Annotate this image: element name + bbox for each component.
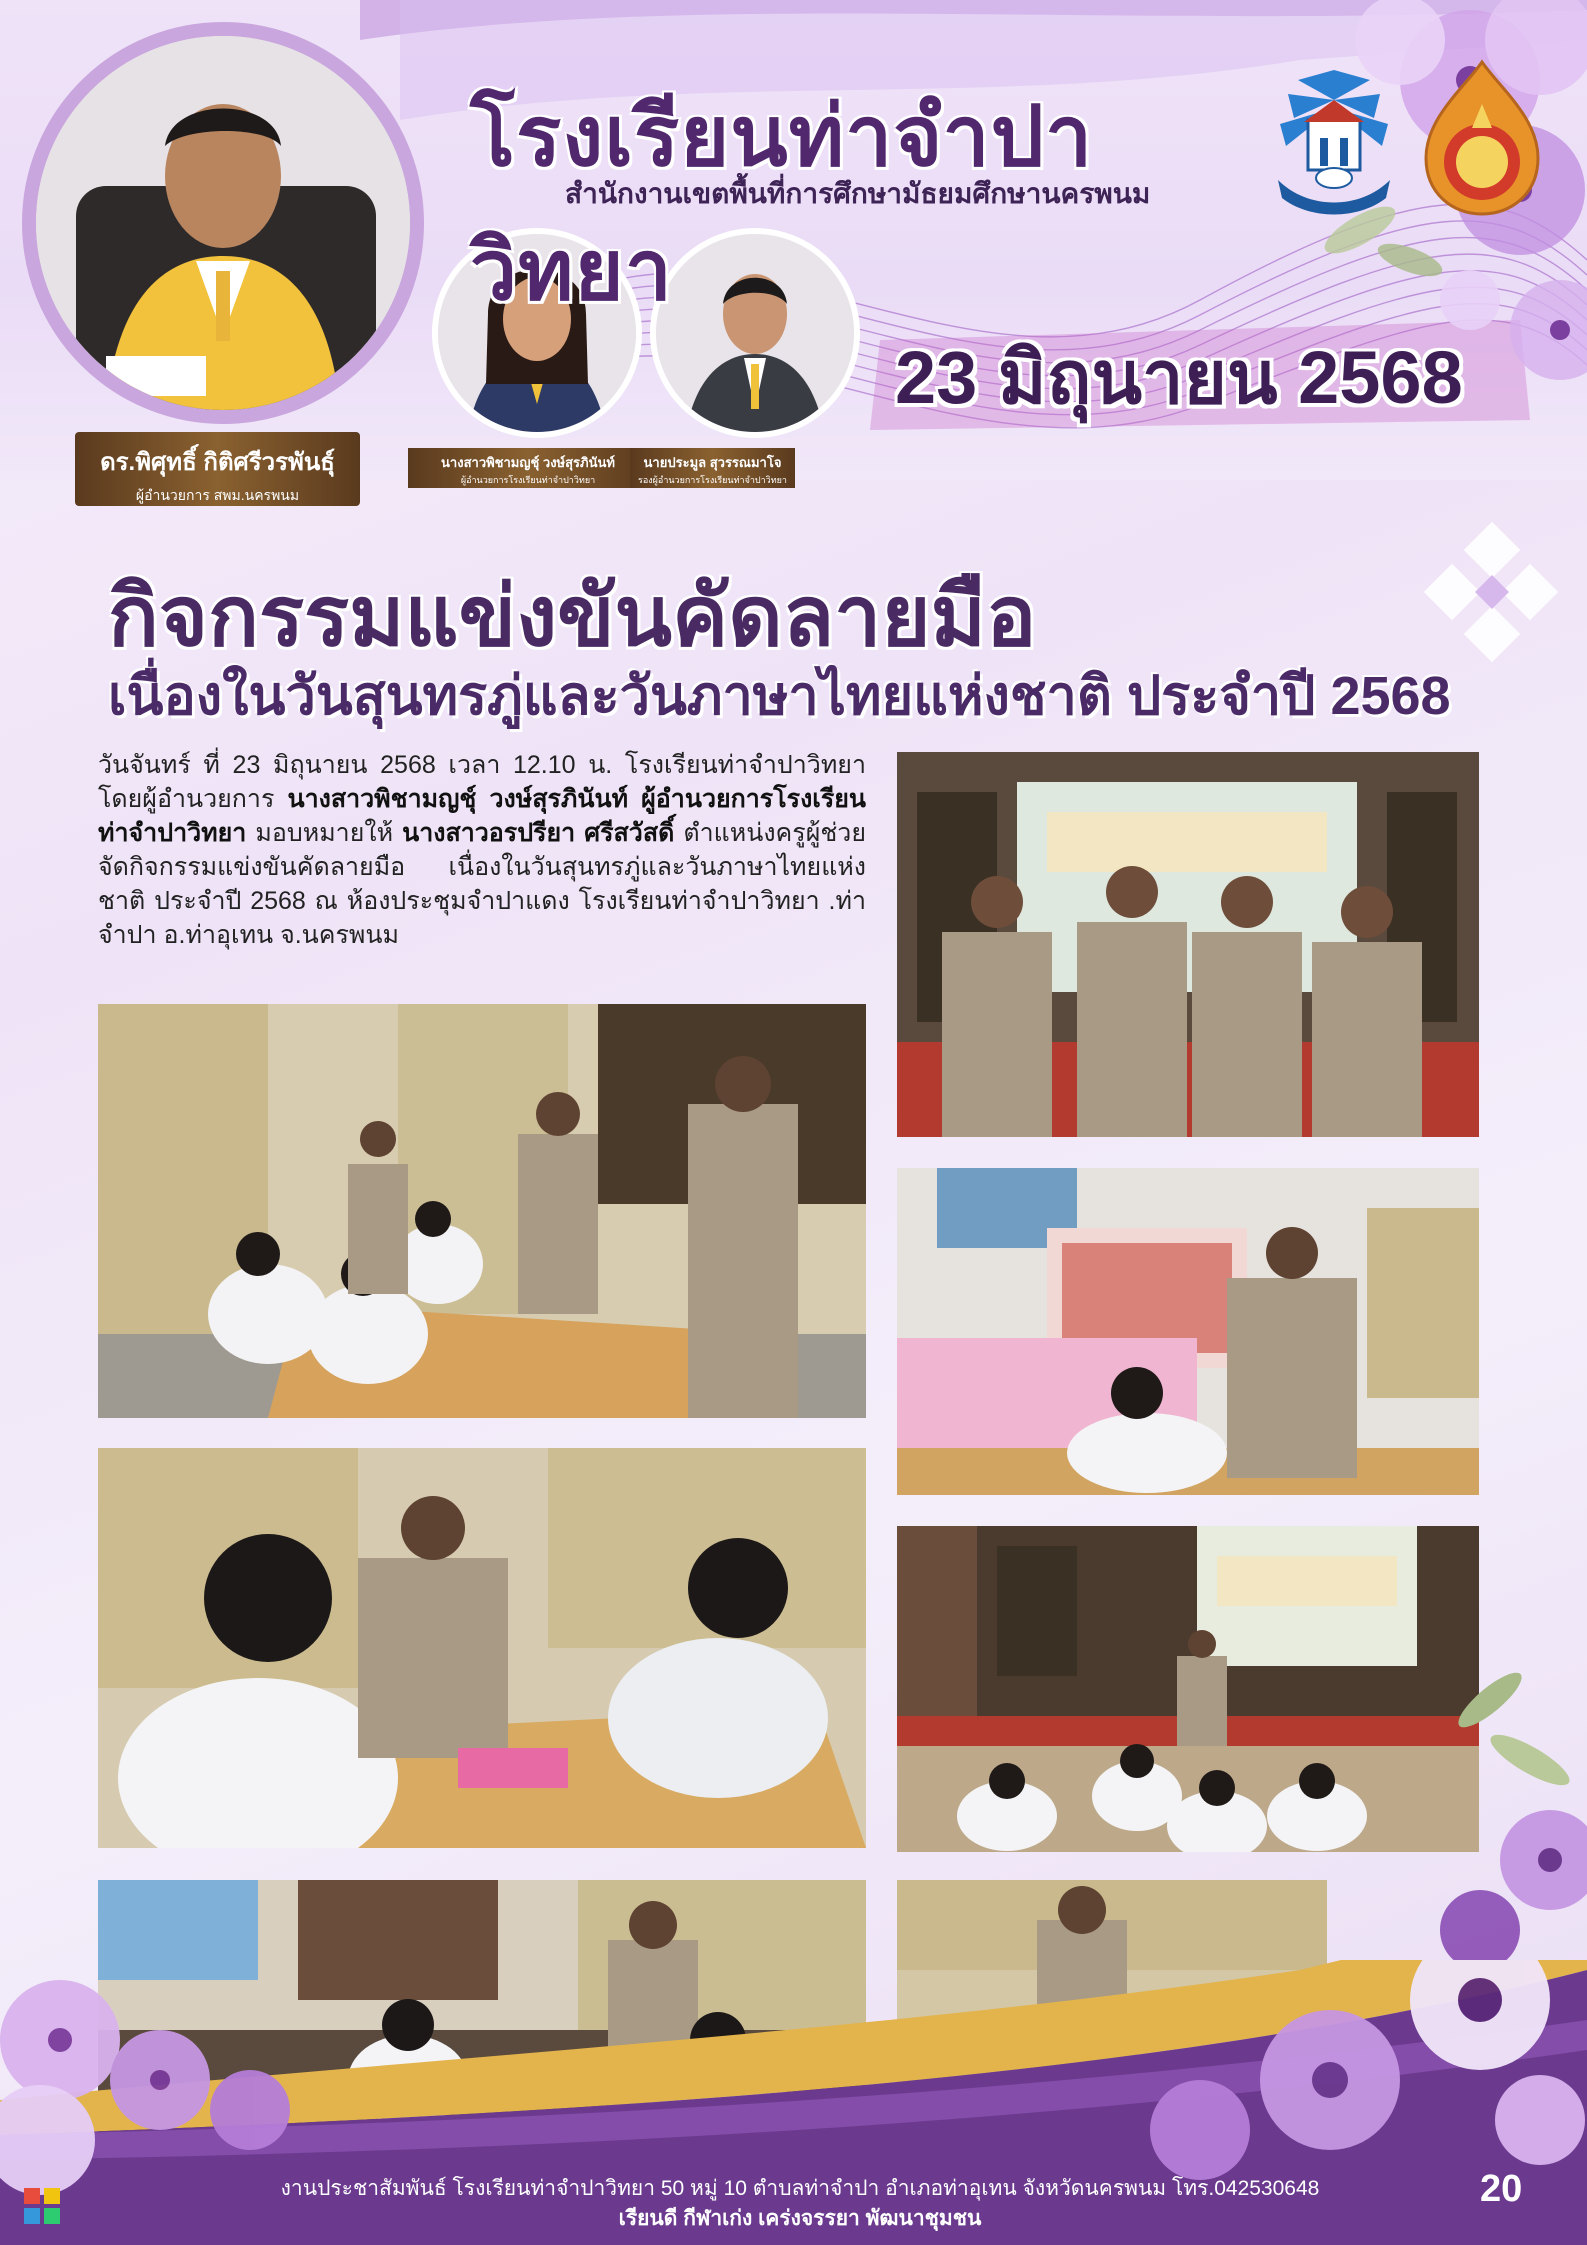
diamond-ornament [1410, 520, 1560, 670]
body-highlight-teacher: นางสาวอรปรียา ศรีสวัสดิ์ [402, 819, 675, 847]
footer-motto: เรียนดี กีฬาเก่ง เคร่งจรรยา พัฒนาชุมชน [618, 2207, 982, 2230]
photo-students-writing-1 [98, 1004, 866, 1418]
school-director-name: นางสาวพิชามญชุ์ วงษ์สุรภินันท์ [441, 455, 615, 470]
school-name: โรงเรียนท่าจำปาวิทยา [470, 89, 1094, 317]
body-text-part: ตำแหน่งครูผู้ช่วย จัดกิจกรรมแข่งขันคัดลายมือ เนื่องในวันสุนทรภู่และวันภาษาไทยแห่งชาติ ประจำปี 2568 ณ ห้องประชุมจำปาแดง โรงเรียนท่าจำปาวิทยา .ท่าจำปา อ.ท่าอุเทน จ.นครพนม [98, 819, 866, 949]
photo-group-officials [897, 752, 1479, 1137]
director-name: ดร.พิศุทธิ์ กิติศรีวรพันธุ์ [100, 449, 335, 476]
body-highlight-director: นางสาวพิชามญชุ์ วงษ์สุรภินันท์ ผู้อำนวยการโรงเรียนท่าจำปาวิทยา [98, 785, 867, 847]
body-text-part: วันจันทร์ ที่ 23 มิถุนายน 2568 เวลา 12.10 น. โรงเรียนท่าจำปาวิทยา โดยผู้อำนวยการ [98, 751, 866, 813]
director-portrait [22, 22, 424, 424]
photo-official-observing [897, 1168, 1479, 1495]
school-director-name-plate [408, 448, 648, 488]
body-text-part: มอบหมายให้ [246, 819, 403, 847]
school-director-role: ผู้อำนวยการโรงเรียนท่าจำปาวิทยา [460, 475, 596, 485]
photo-students-writing-2 [98, 1448, 866, 1848]
school-emblem-icon [1268, 60, 1400, 220]
deputy-director-role: รองผู้อำนวยการโรงเรียนท่าจำปาวิทยา [638, 475, 787, 485]
office-name: สำนักงานเขตพื้นที่การศึกษามัธยมศึกษานครพนม [565, 178, 1151, 209]
footer-contact: งานประชาสัมพันธ์ โรงเรียนท่าจำปาวิทยา 50 หมู่ 10 ตำบลท่าจำปา อำเภอท่าอุเทน จังหวัดนครพนม โทร.042530648 [280, 2177, 1320, 2200]
deputy-director-name-plate [630, 448, 795, 488]
page-number: 20 [1480, 2168, 1523, 2210]
event-date: 23 มิถุนายน 2568 [895, 336, 1463, 419]
article-body [98, 748, 866, 952]
obec-emblem-icon [1418, 58, 1546, 218]
director-role: ผู้อำนวยการ สพม.นครพนม [135, 487, 300, 503]
pr-logo-icon [22, 2186, 62, 2226]
sub-headline: เนื่องในวันสุนทรภู่และวันภาษาไทยแห่งชาติ ประจำปี 2568 [108, 666, 1451, 726]
deputy-director-name: นายประมูล สุวรรณมาโจ [643, 455, 782, 470]
director-name-plate [75, 432, 360, 506]
headline: กิจกรรมแข่งขันคัดลายมือ [108, 569, 1037, 663]
flower-decoration-right [1370, 1640, 1587, 1960]
